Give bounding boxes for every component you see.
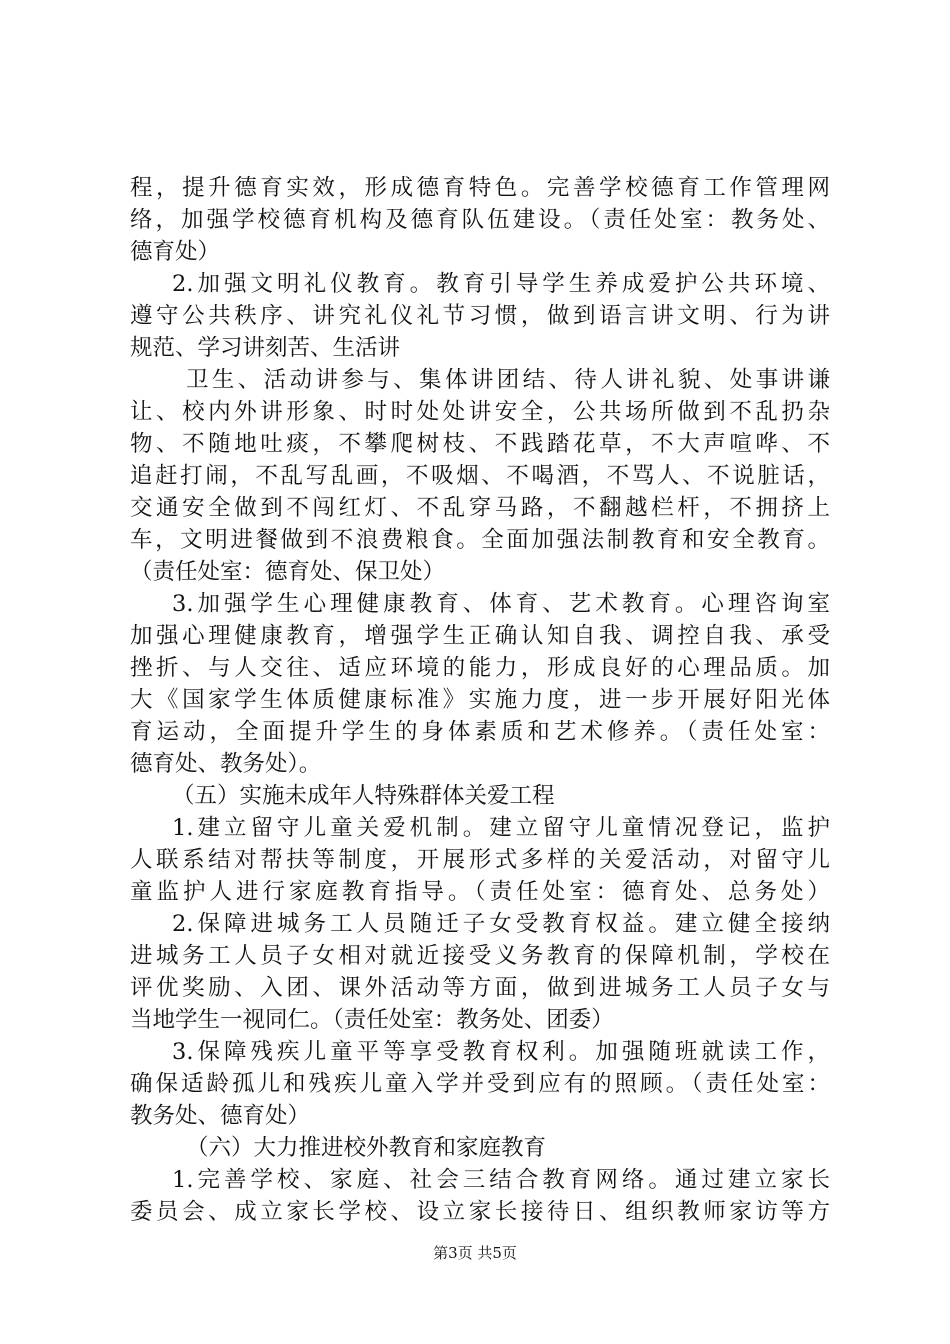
text-line: 教务处、德育处） <box>130 1103 311 1129</box>
text-line: 2.加强文明礼仪教育。教育引导学生养成爱护公共环境、 <box>172 271 830 297</box>
text-line: 遵守公共秩序、讲究礼仪礼节习惯，做到语言讲文明、行为讲 <box>130 303 830 329</box>
text-line: 大《国家学生体质健康标准》实施力度，进一步开展好阳光体 <box>130 687 830 713</box>
text-line: 1.完善学校、家庭、社会三结合教育网络。通过建立家长 <box>172 1167 830 1193</box>
text-line: 人联系结对帮扶等制度，开展形式多样的关爱活动，对留守儿 <box>130 847 830 873</box>
text-line: 德育处） <box>130 239 221 265</box>
text-line: 德育处、教务处）。 <box>130 751 322 777</box>
text-line: 络，加强学校德育机构及德育队伍建设。（责任处室：教务处、 <box>130 207 830 233</box>
text-line: 当地学生一视同仁。（责任处室：教务处、团委） <box>130 1007 614 1033</box>
text-line: 3.加强学生心理健康教育、体育、艺术教育。心理咨询室 <box>172 591 830 617</box>
text-line: 3.保障残疾儿童平等享受教育权利。加强随班就读工作， <box>172 1039 830 1065</box>
text-line: 追赶打闹，不乱写乱画，不吸烟、不喝酒，不骂人、不说脏话， <box>130 463 830 489</box>
text-line: 规范、学习讲刻苦、生活讲 <box>130 335 401 361</box>
text-line: 童监护人进行家庭教育指导。（责任处室：德育处、总务处） <box>130 879 830 905</box>
text-line: 加强心理健康教育，增强学生正确认知自我、调控自我、承受 <box>130 623 830 649</box>
text-line: 物、不随地吐痰，不攀爬树枝、不践踏花草，不大声喧哗、不 <box>130 431 830 457</box>
section-heading: （六）大力推进校外教育和家庭教育 <box>186 1135 547 1161</box>
text-line: 进城务工人员子女相对就近接受义务教育的保障机制，学校在 <box>130 943 830 969</box>
text-line: 卫生、活动讲参与、集体讲团结、待人讲礼貌、处事讲谦 <box>186 367 830 393</box>
text-line: （责任处室：德育处、保卫处） <box>130 559 446 585</box>
text-line: 挫折、与人交往、适应环境的能力，形成良好的心理品质。加 <box>130 655 830 681</box>
text-line: 交通安全做到不闯红灯、不乱穿马路，不翻越栏杆，不拥挤上 <box>130 495 830 521</box>
text-line: 育运动，全面提升学生的身体素质和艺术修养。（责任处室： <box>130 719 830 745</box>
text-line: 让、校内外讲形象、时时处处讲安全，公共场所做到不乱扔杂 <box>130 399 830 425</box>
text-line: 车，文明进餐做到不浪费粮食。全面加强法制教育和安全教育。 <box>130 527 830 553</box>
page-number-footer: 第3页 共5页 <box>433 1244 517 1262</box>
text-line: 1.建立留守儿童关爱机制。建立留守儿童情况登记，监护 <box>172 815 830 841</box>
text-line: 委员会、成立家长学校、设立家长接待日、组织教师家访等方 <box>130 1199 830 1225</box>
text-line: 确保适龄孤儿和残疾儿童入学并受到应有的照顾。（责任处室： <box>130 1071 830 1097</box>
text-line: 2.保障进城务工人员随迁子女受教育权益。建立健全接纳 <box>172 911 830 937</box>
text-line: 程，提升德育实效，形成德育特色。完善学校德育工作管理网 <box>130 175 830 201</box>
text-line: 评优奖励、入团、课外活动等方面，做到进城务工人员子女与 <box>130 975 830 1001</box>
section-heading: （五）实施未成年人特殊群体关爱工程 <box>172 783 555 809</box>
